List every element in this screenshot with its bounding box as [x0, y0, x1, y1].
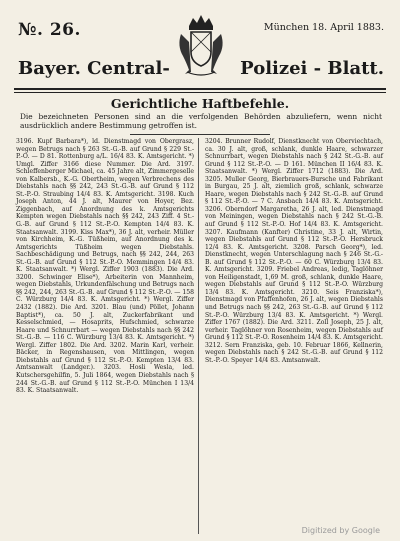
digitized-watermark: Digitized by Google [301, 526, 380, 535]
right-column-text: 3204. Brunner Rudolf, Dienstknecht von Oberviechtach, ca. 30 J. alt, groß, schlank, dunkle Haare, schwarzer Schnurrbart, wegen Diebstahls nach § 242 St.-G.-B. auf Grund § 112 St.-P.-O. — D 161. München II 16/4 83. K. Staatsanwalt. *) Wergl. Ziffer 1712 (1883). Die Ard. 3205. Muller Georg, Bierbrauers-Bursche und Fabrikant in Burgau, 25 J. alt, ziemlich groß, schlank, schwarze Haare, wegen Diebstahls nach § 242 St.-G.-B. auf Grund § 112 St.-P.-O. — 7 C. Ansbach 14/4 83. K. Amtsgericht. 3206. Oberndorf Margaretha, 26 J. alt, led. Dienstmagd von Meiningen, wegen Diebstahls nach § 242 St.-G.-B. auf Grund § 112 St.-P.-O. Hof 14/4 83. K. Amtsgericht. 3207. Kaufmann (Kanfter) Christine, 33 J. alt, Wirtin, wegen Diebstahls auf Grund § 112 St.-P.-O. Hersbruck 12/4 83. K. Amtsgericht. 3208. Parsch Georg*), led. Dienstknecht, wegen Unterschlagung nach § 246 St.-G.-B. auf Grund § 112 St.-P.-O. — 60 C. Würzburg 13/4 83. K. Amtsgericht. 3209. Friebel Andreas, ledig, Taglöhner von Heiligenstadt, 1,69 M. groß, schlank, dunkle Haare, wegen Diebstahls auf Grund § 112 St.-P.-O. Würzburg 13/4 83. K. Amtsgericht. 3210. Seis Franziska*), Dienstmagd von Pfaffenhofen, 26 J. alt, wegen Diebstahls und Betrugs nach §§ 242, 263 St.-G.-B. auf Grund § 112 St.-P.-O. Würzburg 13/4 83. K. Amtsgericht. *) Wergl. Ziffer 1767 (1882). Die Ard. 3211. Zoll Joseph, 25 J. alt, verheir. Taglöhner von Rosenheim, wegen Diebstahls auf Grund § 112 St.-P.-O. Rosenheim 14/4 83. K. Amtsgericht. 3212. Sern Franziska, geb. 10. Februar 1866, Kellnerin, wegen Diebstahls nach § 242 St.-G.-B. auf Grund § 112 St.-P.-O. Speyer 14/4 83. Amtsanwalt. [205, 138, 383, 364]
masthead-rule [14, 88, 386, 90]
left-column [16, 138, 194, 395]
masthead-title-right: Polizei - Blatt. [240, 58, 384, 79]
masthead-title-left: Bayer. Central- [18, 58, 170, 79]
coat-of-arms-icon [175, 12, 227, 82]
section-title: Gerichtliche Haftbefehle. [110, 96, 290, 111]
publication-date: München 18. April 1883. [263, 22, 384, 33]
right-column [205, 138, 383, 364]
section-intro: Die bezeichneten Personen sind an die verfolgenden Behörden abzuliefern, wenn nicht ausdrücklich andere Bestimmung getroffen ist. [20, 112, 382, 131]
intro-divider [130, 134, 270, 135]
column-divider [198, 138, 199, 534]
issue-number: №. 26. [18, 20, 81, 40]
left-column-text: 3196. Kupf Barbara*), ld. Dienstmagd von Obergrasz, wegen Betrugs nach § 263 St.-G.-B. auf Grund § 229 St.-P.-O. — D 81. Rottenburg a/L. 16/4 83. K. Amtsgericht. *) Umgl. Ziffer 3166 diese Nummer. Die Ard. 3197. Schleffenberger Michael, ca. 45 Jahre alt, Zimmergeselle von Kalbersb., K.-G. Obertheim, wegen Verbrechens des Diebstahls nach §§ 242, 243 St.-G.-B. auf Grund § 112 St.-P.-O. Straubing 14/4 83. K. Amtsgericht. 3198. Kuch Joseph Anton, 44 J. alt, Maurer von Hoyer, Bez. Ziggenbach, auf Anordnung des k. Amtsgerichts Kempten wegen Diebstahls nach §§ 242, 243 Ziff. 4 St.-G.-B. auf Grund § 112 St.-P.-O. Kempten 14/4 83. K. Staatsanwalt. 3199. Kiss Max*), 36 J. alt, verheir. Müller von Kirchheim, K.-G. Tüßheim, auf Anordnung des k. Amtsgerichts Tüßheim wegen Diebstahls. Sachbeschädigung und Betrugs, nach §§ 242, 244, 263 St.-G.-B. auf Grund § 112 St.-P.-O. Memmingen 14/4 83. K. Staatsanwalt. *) Wergl. Ziffer 1903 (1883). Die Ard. 3200. Schwinger Elise*), Arbeiterin von Mannheim, wegen Diebstahls, Urkundenfälschung und Betrugs nach §§ 242, 244, 263 St.-G.-B. auf Grund § 112 St.-P.-O. — 158 C. Würzburg 14/4 83. K. Amtsgericht. *) Wergl. Ziffer 2432 (1882). Die Ard. 3201. Blau (und) Pöllet, Johann Baptist*), ca. 50 J. alt, Zuckerfabrikant und Kesselschmied, — Hosaprits, Hufschmied, schwarze Haare und Schnurrbart — wegen Diebstahls nach §§ 242 St.-G.-B. — 116 C. Würzburg 13/4 83. K. Amtsgericht. *) Wergl. Ziffer 1802. Die Ard. 3202. Marin Karl, verheir. Bäcker, in Regenshausen, von Mittlingen, wegen Diebstahls auf Grund § 112 St.-P.-O. Kempten 13/4 83. Amtsanwalt (Landger.). 3203. Hosli Wesla, led. Kutschersgehilfin, 5. Juli 1864, wegen Diebstahls nach § 244 St.-G.-B. auf Grund § 112 St.-P.-O. München I 13/4 83. K. Staatsanwalt. [16, 138, 194, 395]
masthead-rule-thin [14, 92, 386, 93]
